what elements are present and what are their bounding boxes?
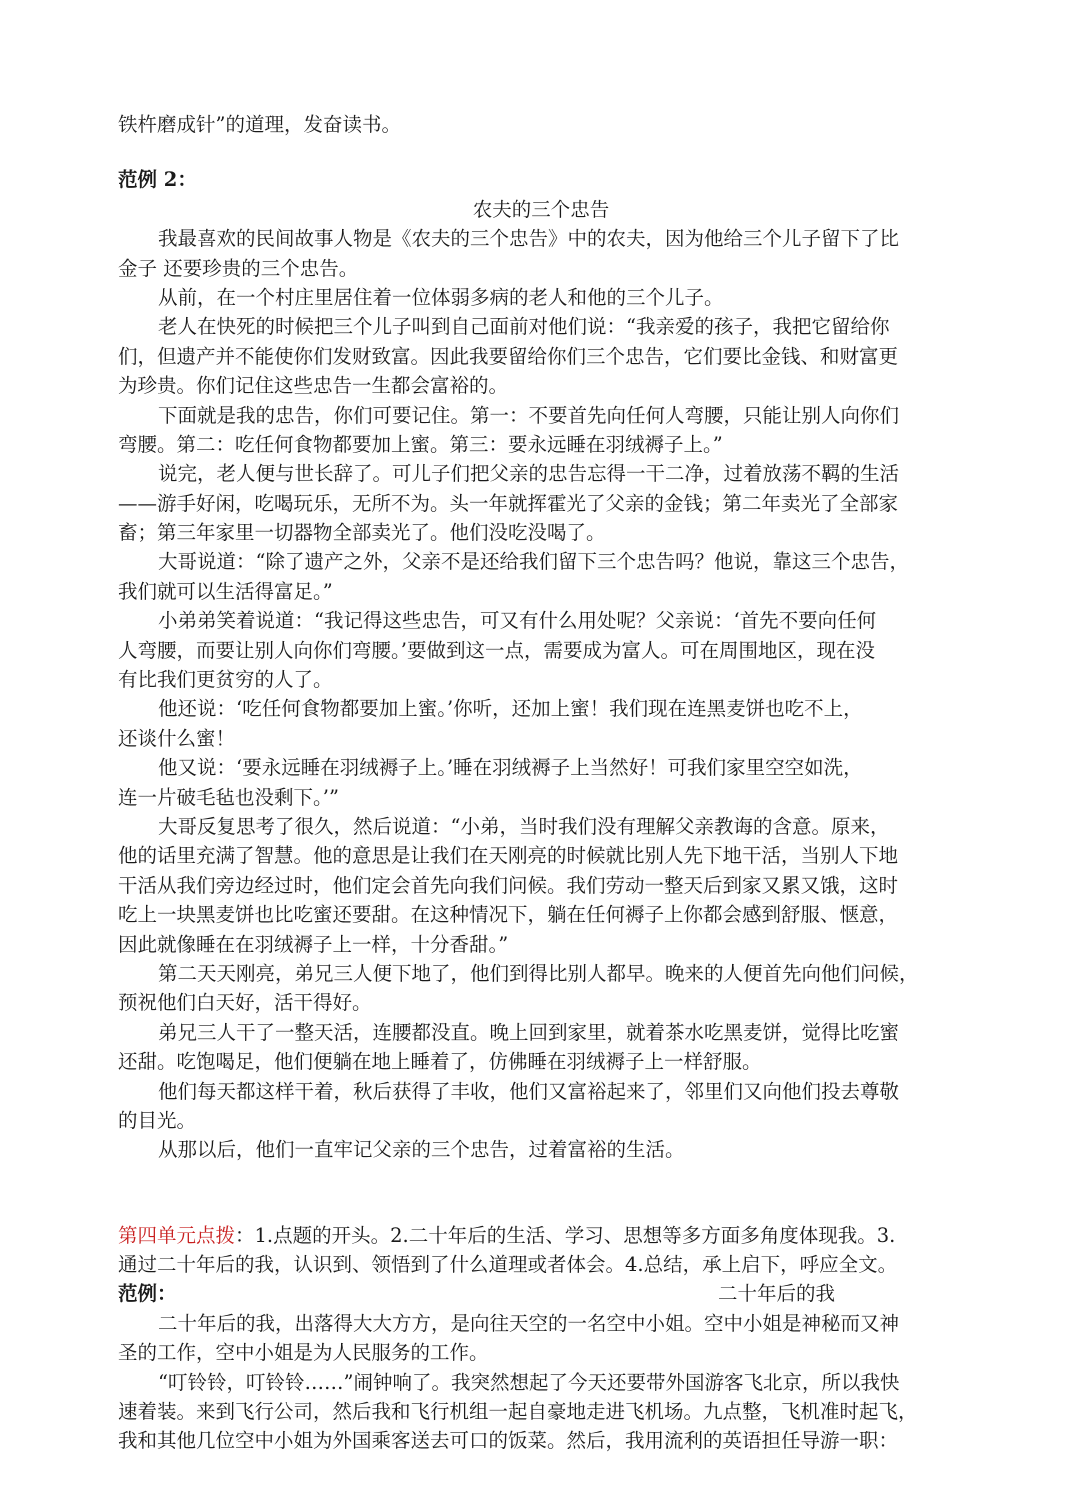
document-body [118,110,964,1456]
paragraph-line: 小弟弟笑着说道：“我记得这些忠告，可又有什么用处呢？父亲说：‘首先不要向任何 [158,609,877,633]
paragraph-line: 老人在快死的时候把三个儿子叫到自己面前对他们说：“我亲爱的孩子，我把它留给你 [158,315,890,339]
paragraph-line: 有比我们更贫穷的人了。 [118,668,333,692]
unit-4-example-label: 范例： [118,1282,177,1306]
spacer [118,139,964,165]
unit-4-tips-line [118,1221,964,1250]
essay-title: 二十年后的我 [718,1282,836,1306]
unit-4-tips-line-2: 通过二十年后的我，认识到、领悟到了什么道理或者体会。4.总结，承上启下，呼应全文。 [118,1253,898,1277]
paragraph-line: 大哥说道：“除了遗产之外，父亲不是还给我们留下三个忠告吗？他说，靠这三个忠告， [158,550,909,574]
paragraph-line: 大哥反复思考了很久，然后说道：“小弟，当时我们没有理解父亲教诲的含意。原来， [158,814,890,838]
paragraph-line: 他的话里充满了智慧。他的意思是让我们在天刚亮的时候就比别人先下地干活，当别人下地 [118,844,899,868]
unit-4-tips-text: ：1.点题的开头。2.二十年后的生活、学习、思想等多方面多角度体现我。3. [235,1223,896,1247]
paragraph-line: 干活从我们旁边经过时，他们定会首先向我们问候。我们劳动一整天后到家又累又饿，这时 [118,873,899,897]
paragraph-line: 我最喜欢的民间故事人物是《农夫的三个忠告》中的农夫，因为他给三个儿子留下了比 [158,227,900,251]
paragraph-line: 金子 还要珍贵的三个忠告。 [118,256,359,280]
story-title: 农夫的三个忠告 [472,197,610,221]
paragraph-line: 我和其他几位空中小姐为外国乘客送去可口的饭菜。然后，我用流利的英语担任导游一职： [118,1429,899,1453]
paragraph-line: 还谈什么蜜！ [118,726,236,750]
paragraph-line: 人弯腰，而要让别人向你们弯腰。’要做到这一点，需要成为富人。可在周围地区，现在没 [118,638,875,662]
spacer [118,1165,964,1221]
paragraph-line: 弯腰。第二：吃任何食物都要加上蜜。第三：要永远睡在羽绒褥子上。” [118,432,723,456]
continuation-line: 铁杵磨成针”的道理，发奋读书。 [118,113,401,136]
paragraph-line: 他又说：‘要永远睡在羽绒褥子上。’睡在羽绒褥子上当然好！可我们家里空空如洗， [158,756,863,780]
paragraph-line: 下面就是我的忠告，你们可要记住。第一：不要首先向任何人弯腰，只能让别人向你们 [158,403,900,427]
paragraph-line: 连一片破毛毡也没剩下。’” [118,785,339,809]
unit-4-tips-label: 第四单元点拨 [118,1223,236,1247]
paragraph-line: 二十年后的我，出落得大大方方，是向往天空的一名空中小姐。空中小姐是神秘而又神 [158,1311,900,1335]
paragraph-line: 速着装。来到飞行公司，然后我和飞行机组一起自豪地走进飞机场。九点整，飞机准时起飞， [118,1400,918,1424]
paragraph-line: 弟兄三人干了一整天活，连腰都没直。晚上回到家里，就着茶水吃黑麦饼，觉得比吃蜜 [158,1020,900,1044]
paragraph-line: ——游手好闲，吃喝玩乐，无所不为。头一年就挥霍光了父亲的金钱；第二年卖光了全部家 [118,491,899,515]
paragraph-line: 畜；第三年家里一切器物全部卖光了。他们没吃没喝了。 [118,521,606,545]
paragraph-line: 吃上一块黑麦饼也比吃蜜还要甜。在这种情况下，躺在任何褥子上你都会感到舒服、惬意， [118,903,899,927]
paragraph-line: 我们就可以生活得富足。” [118,579,333,603]
paragraph-line: 们，但遗产并不能使你们发财致富。因此我要留给你们三个忠告，它们要比金钱、和财富更 [118,344,899,368]
paragraph-line: “叮铃铃，叮铃铃……”闹钟响了。我突然想起了今天还要带外国游客飞北京，所以我快 [158,1370,900,1394]
paragraph-line: 预祝他们白天好，活干得好。 [118,991,372,1015]
paragraph-line: 圣的工作，空中小姐是为人民服务的工作。 [118,1341,489,1365]
paragraph-line: 第二天天刚亮，弟兄三人便下地了，他们到得比别人都早。晚来的人便首先向他们问候， [158,961,919,985]
paragraph-line: 从那以后，他们一直牢记父亲的三个忠告，过着富裕的生活。 [158,1138,685,1162]
paragraph-line: 他们每天都这样干着，秋后获得了丰收，他们又富裕起来了，邻里们又向他们投去尊敬 [158,1079,900,1103]
unit-4-example-heading [118,1279,964,1308]
paragraph-line: 的目光。 [118,1108,197,1132]
paragraph-line: 还甜。吃饱喝足，他们便躺在地上睡着了，仿佛睡在羽绒褥子上一样舒服。 [118,1050,762,1074]
paragraph-line: 因此就像睡在在羽绒褥子上一样，十分香甜。” [118,932,509,956]
example-2-label: 范例 2： [118,168,197,192]
paragraph-line: 为珍贵。你们记住这些忠告一生都会富裕的。 [118,374,509,398]
paragraph-line: 他还说：‘吃任何食物都要加上蜜。’你听，还加上蜜！我们现在连黑麦饼也吃不上， [158,697,863,721]
paragraph-line: 从前，在一个村庄里居住着一位体弱多病的老人和他的三个儿子。 [158,285,724,309]
paragraph-line: 说完，老人便与世长辞了。可儿子们把父亲的忠告忘得一干二净，过着放荡不羁的生活 [158,462,900,486]
